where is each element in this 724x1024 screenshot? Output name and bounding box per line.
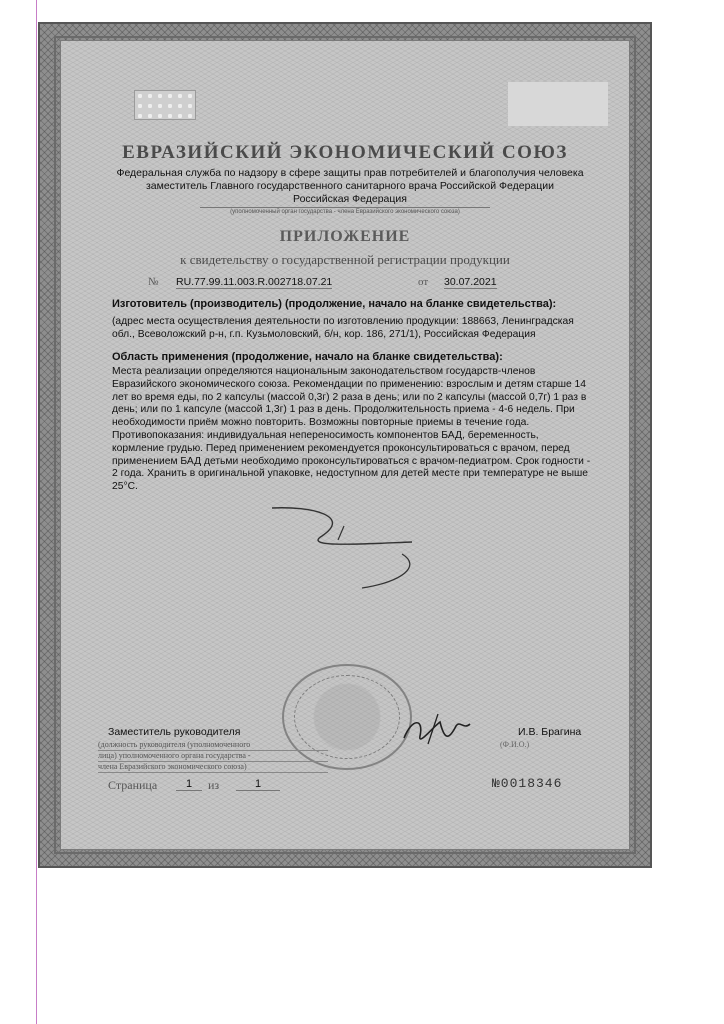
manufacturer-text: (адрес места осуществления деятельности по изготовлению продукции: 188663, Ленинградская обл., Всеволожский р-н, г.п. Кузьмоловский, б/н, кор. 186, 271/1), Российская Федерация	[112, 316, 574, 340]
position-hint-line-1: (должность руководителя (уполномоченного	[98, 740, 328, 751]
printer-credit: © ООО «Первый печатный двор», г. Москва, 2020 г.	[486, 857, 630, 863]
scope-heading: Область применения (продолжение, начало на бланке свидетельства):	[112, 351, 503, 363]
date-label: от	[418, 276, 429, 288]
agency-line-3: Российская Федерация	[293, 193, 407, 205]
manufacturer-heading: Изготовитель (производитель) (продолжение, начало на бланке свидетельства):	[112, 298, 557, 310]
position-hint-line-3: члена Евразийского экономического союза)	[98, 762, 328, 773]
signatory-name: И.В. Брагина	[518, 726, 582, 738]
registration-number: RU.77.99.11.003.R.002718.07.21	[176, 276, 333, 288]
signatory-role: Заместитель руководителя	[108, 726, 241, 738]
page-label: Страница	[108, 778, 158, 792]
appendix-subtitle: к свидетельству о государственной регистрации продукции	[180, 252, 510, 267]
corner-blank-area	[508, 82, 608, 126]
registration-date: 30.07.2021	[444, 276, 497, 288]
position-hint	[98, 740, 328, 773]
agency-block	[70, 167, 630, 206]
agency-hint: (уполномоченный орган государства - члена Евразийского экономического союза)	[200, 207, 490, 215]
form-serial-number: №0018346	[492, 776, 563, 791]
union-title: ЕВРАЗИЙСКИЙ ЭКОНОМИЧЕСКИЙ СОЮЗ	[122, 142, 568, 163]
fio-hint: (Ф.И.О.)	[500, 740, 530, 749]
position-hint-line-2: лица) уполномоченного органа государства -	[98, 751, 328, 762]
scan-margin-line	[36, 0, 37, 1024]
page-total: 1	[236, 778, 280, 791]
page-number: 1	[176, 778, 202, 791]
number-label: №	[148, 276, 159, 288]
scope-text: Места реализации определяются национальным законодательством государств-членов Евразийского экономического союза. Рекомендации по применению: взрослым и детям старше 14 лет во время еды, по 2 капсулы (массой 0,3г) 2 раза в день; или по 2 капсулы (массой 0,7г) 1 раз в день; или по 1 капсуле (массой 1,3г) 1 раз в день. Продолжительность приема - 4-6 недель. При необходимости приём можно повторить. Возможны повторные приемы в течение года. Противопоказания: индивидуальная непереносимость компонентов БАД, беременность, кормление грудью. Перед применением рекомендуется проконсультироваться с врачом, перед применением БАД детьми необходимо проконсультироваться с врачом-педиатром. Срок годности - 2 года. Хранить в оригинальной упаковке, недоступном для детей месте при температуре не выше 25°С.	[112, 366, 591, 493]
security-rosette	[134, 90, 196, 120]
appendix-title: ПРИЛОЖЕНИЕ	[279, 228, 411, 245]
of-label: из	[208, 778, 220, 792]
agency-line-1: Федеральная служба по надзору в сфере защиты прав потребителей и благополучия человека	[116, 167, 584, 179]
signature-mark	[398, 708, 478, 752]
handwritten-flourish	[252, 496, 442, 596]
agency-line-2: заместитель Главного государственного санитарного врача Российской Федерации	[145, 180, 555, 192]
